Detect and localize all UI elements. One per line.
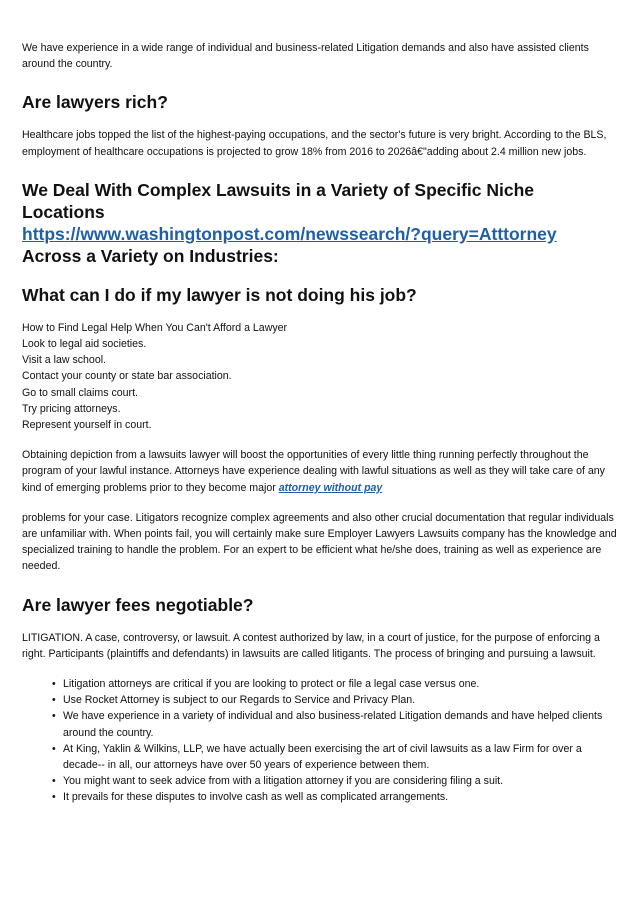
depiction-paragraph xyxy=(22,447,620,496)
heading-complex-lawsuits: We Deal With Complex Lawsuits in a Variety of Specific Niche Locations xyxy=(22,179,535,222)
complex-lawsuits-block xyxy=(22,179,620,267)
help-line: Visit a law school. xyxy=(22,354,107,367)
washington-post-link[interactable]: https://www.washingtonpost.com/newssearch/?query=Atttorney xyxy=(22,223,557,244)
list-item: • Litigation attorneys are critical if you are looking to protect or file a legal case versus one. xyxy=(63,676,620,692)
litigation-paragraph: LITIGATION. A case, controversy, or lawsuit. A contest authorized by law, in a court of justice, for the purpose of enforcing a right. Participants (plaintiffs and defendants) in lawsuits are called litigants. The process of bringing and pursuing a lawsuit. xyxy=(22,631,600,660)
problems-paragraph: problems for your case. Litigators recognize complex agreements and also other crucial documentation that regular individuals are unfamiliar with. When points fail, you will certainly make sure Employer Lawyers Lawsuits company has the knowledge and specialized training to handle the problem. For an expert to be efficient what he/she does, training as well as experience are needed. xyxy=(22,511,617,573)
document-page xyxy=(22,40,620,806)
help-line: Look to legal aid societies. xyxy=(22,338,147,351)
list-item: • You might want to seek advice from with a litigation attorney if you are considering filing a suit. xyxy=(63,773,620,789)
intro-paragraph: We have experience in a wide range of individual and business-related Litigation demands and also have assisted clients around the country. xyxy=(22,42,589,71)
list-item: • It prevails for these disputes to involve cash as well as complicated arrangements. xyxy=(63,789,620,805)
help-line: Go to small claims court. xyxy=(22,386,138,399)
help-lines xyxy=(22,320,620,433)
rich-paragraph: Healthcare jobs topped the list of the highest-paying occupations, and the sector's future is very bright. According to the BLS, employment of healthcare occupations is projected to grow 18% from 2016 to 2026â€"adding about 2.4 million new jobs. xyxy=(22,129,607,158)
heading-lawyers-rich: Are lawyers rich? xyxy=(22,92,168,113)
list-item: • At King, Yaklin & Wilkins, LLP, we have actually been exercising the art of civil lawsuits as a law Firm for over a decade-- in all, our attorneys have over 50 years of experience between them. xyxy=(63,741,620,773)
help-line: How to Find Legal Help When You Can't Afford a Lawyer xyxy=(22,321,288,334)
attorney-without-pay-link[interactable]: attorney without pay xyxy=(278,481,383,494)
list-item: • We have experience in a variety of individual and also business-related Litigation demands and have helped clients around the country. xyxy=(63,708,620,740)
heading-lawyer-not-doing-job: What can I do if my lawyer is not doing his job? xyxy=(22,284,417,305)
help-line: Try pricing attorneys. xyxy=(22,402,121,415)
bullet-list xyxy=(22,676,620,806)
list-item: • Use Rocket Attorney is subject to our Regards to Service and Privacy Plan. xyxy=(63,692,620,708)
heading-lawyer-fees: Are lawyer fees negotiable? xyxy=(22,594,254,615)
help-line: Represent yourself in court. xyxy=(22,419,152,432)
depiction-text: Obtaining depiction from a lawsuits lawyer will boost the opportunities of every little thing running perfectly throughout the program of your lawful instance. Attorneys have experience dealing with lawful situations as well as they will take care of any kind of emerging problems prior to they become major xyxy=(22,449,605,494)
heading-industries: Across a Variety on Industries: xyxy=(22,245,279,266)
help-line: Contact your county or state bar association. xyxy=(22,370,232,383)
